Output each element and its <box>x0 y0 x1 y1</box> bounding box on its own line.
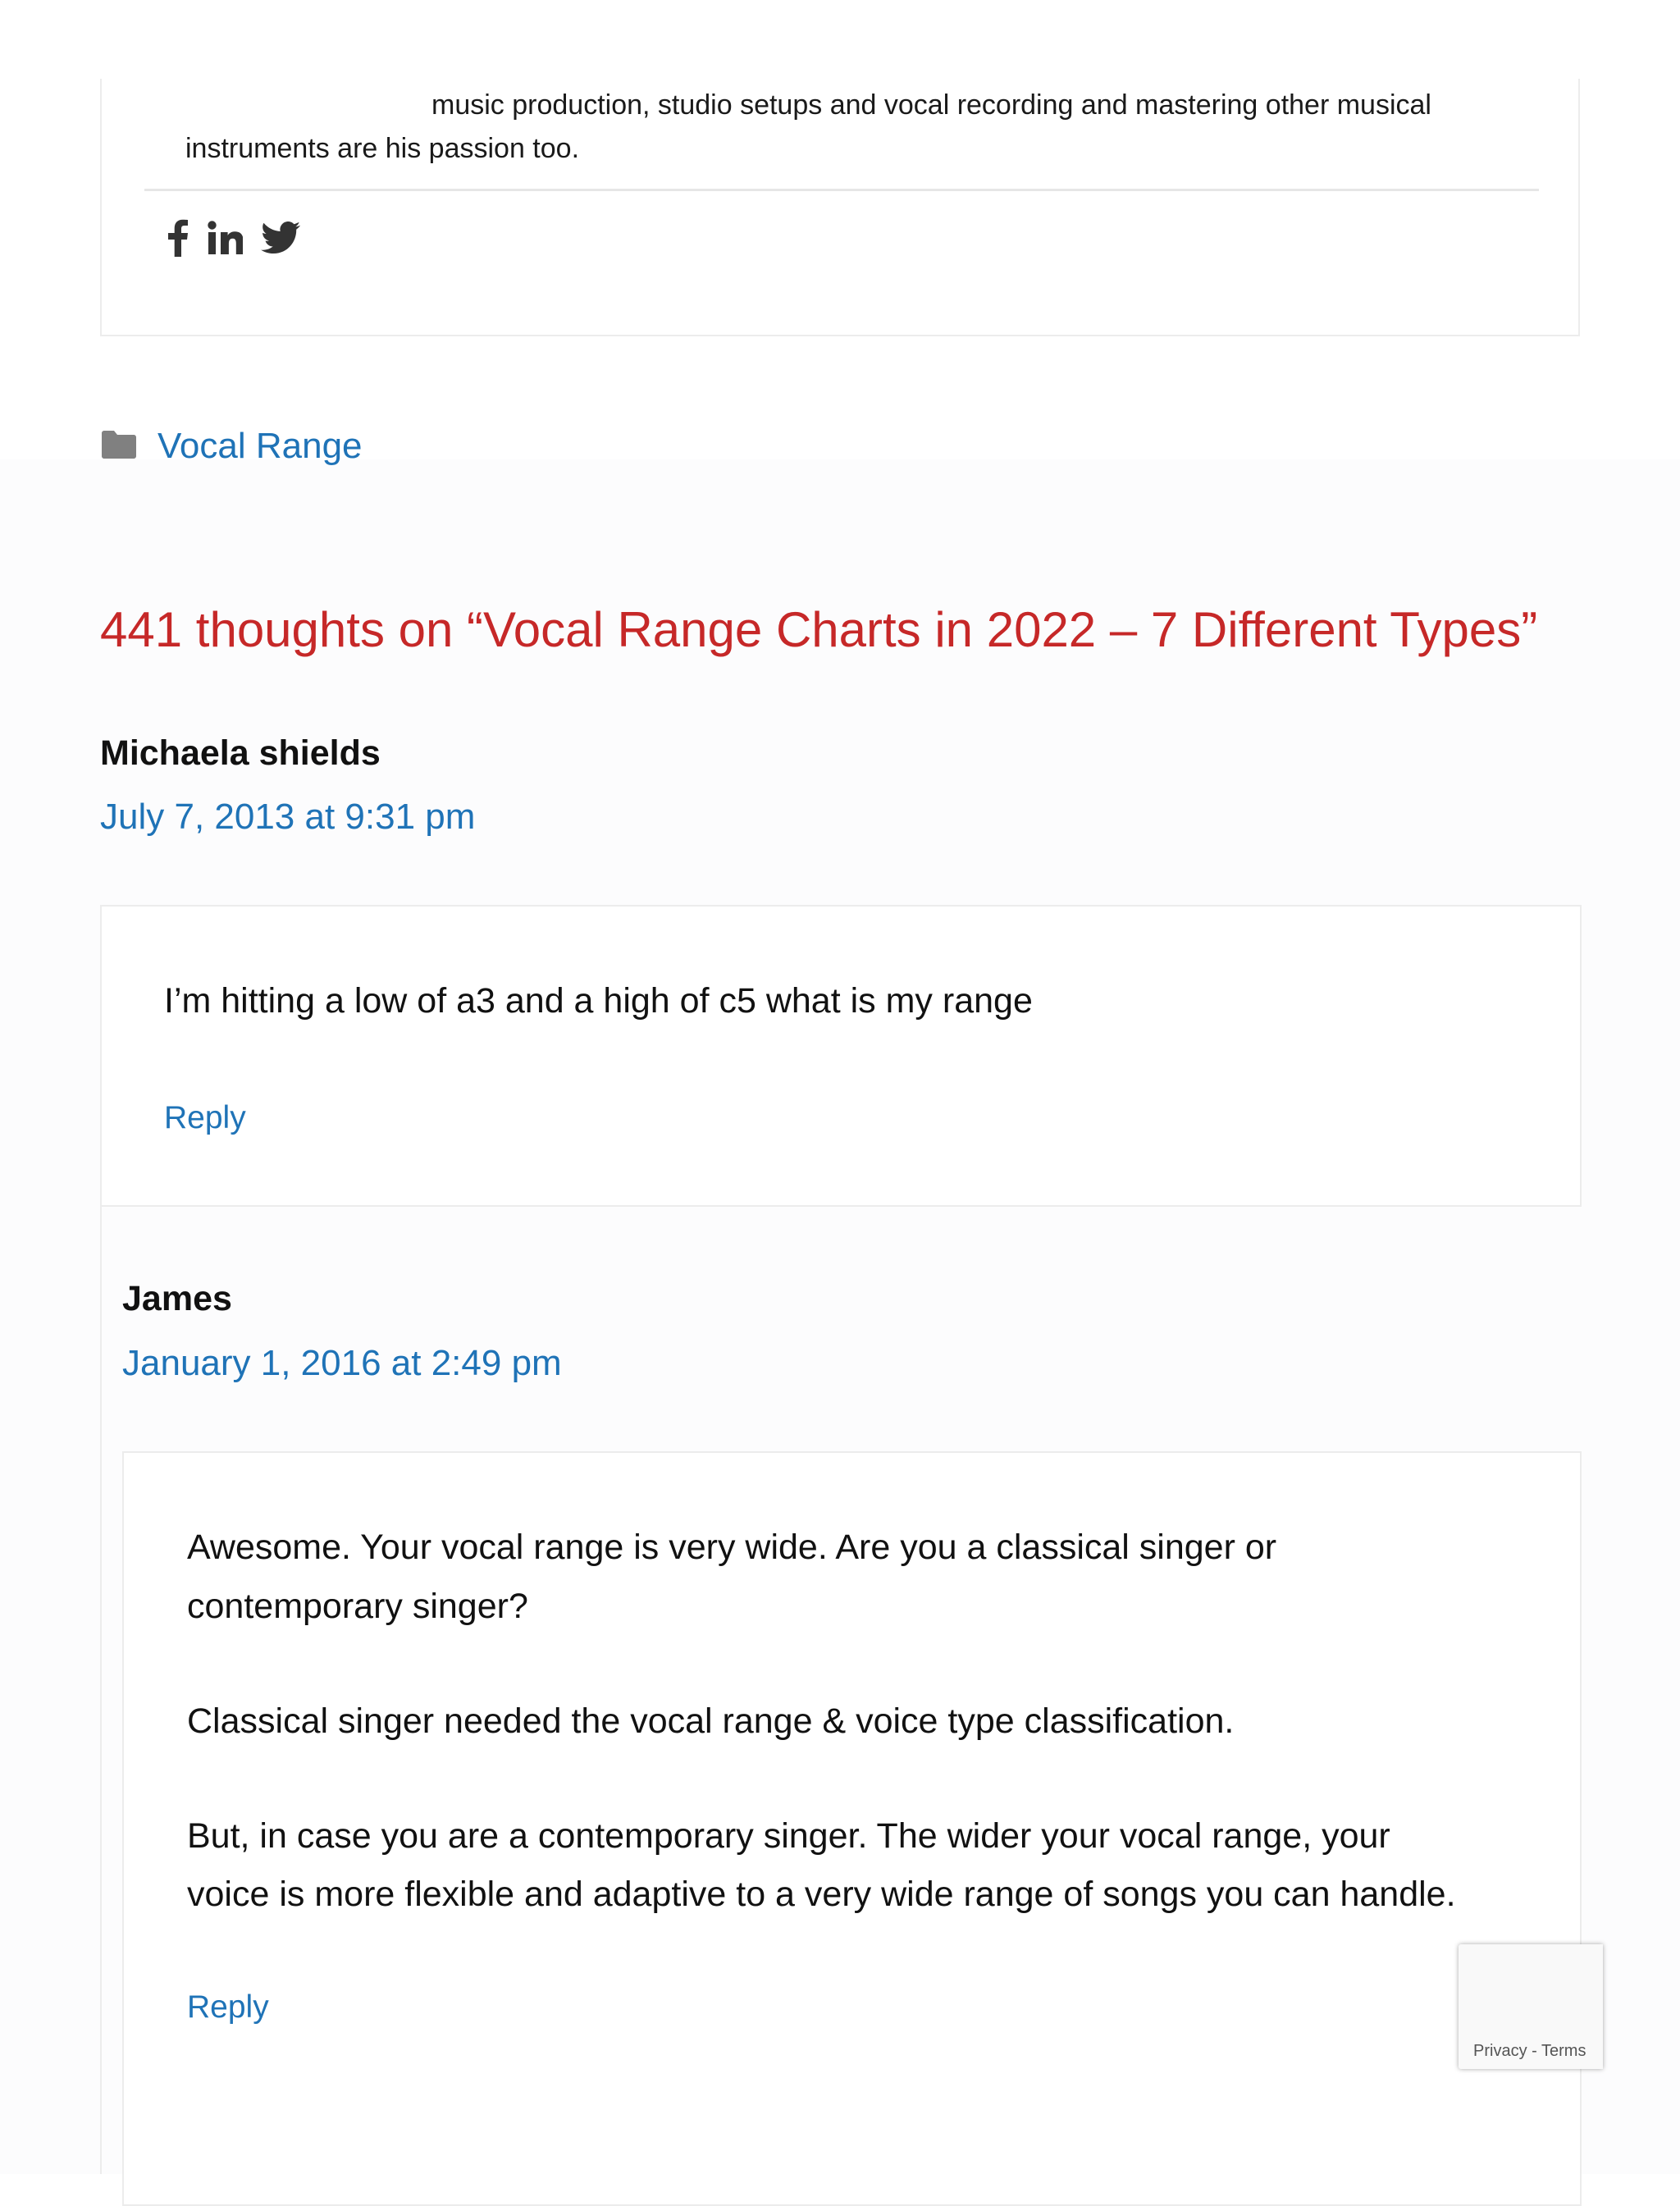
author-box <box>100 79 1580 336</box>
comment-date-link[interactable]: January 1, 2016 at 2:49 pm <box>122 1343 562 1383</box>
comment-text-line: Awesome. Your vocal range is very wide. Are you a classical singer or <box>187 1528 1277 1567</box>
author-divider <box>144 189 1539 191</box>
post-categories <box>100 420 363 473</box>
thread-line <box>100 1206 102 2174</box>
folder-icon <box>100 430 138 464</box>
linkedin-icon[interactable] <box>207 215 243 261</box>
reply-link[interactable]: Reply <box>187 1989 269 2025</box>
comment-text-line: contemporary singer? <box>187 1587 528 1626</box>
author-bio <box>185 84 1531 171</box>
comment-text-line: voice is more flexible and adaptive to a very wide range of songs you can handle. <box>187 1875 1456 1914</box>
facebook-icon[interactable] <box>167 215 189 261</box>
comment-text: I’m hitting a low of a3 and a high of c5 what is my range <box>164 981 1033 1021</box>
twitter-icon[interactable] <box>261 215 300 261</box>
comment-body <box>122 1451 1582 2206</box>
reply-link[interactable]: Reply <box>164 1100 246 1135</box>
author-bio-line-2: instruments are his passion too. <box>185 133 580 164</box>
recaptcha-links <box>1473 2042 1586 2061</box>
comment-date-link[interactable]: July 7, 2013 at 9:31 pm <box>100 797 476 837</box>
comment-author: James <box>122 1279 232 1318</box>
author-bio-line-1: music production, studio setups and vocal recording and mastering other musical <box>431 89 1431 121</box>
category-link-vocal-range[interactable]: Vocal Range <box>158 426 363 466</box>
author-social-links <box>167 215 300 261</box>
recaptcha-privacy-link[interactable]: Privacy <box>1473 2042 1527 2060</box>
comment-text-line: Classical singer needed the vocal range & voice type classification. <box>187 1701 1235 1741</box>
comment-author: Michaela shields <box>100 733 381 773</box>
recaptcha-terms-link[interactable]: Terms <box>1541 2042 1586 2060</box>
recaptcha-badge[interactable] <box>1459 1944 1603 2069</box>
recaptcha-separator: - <box>1532 2042 1537 2060</box>
comment-text-line: But, in case you are a contemporary singer. The wider your vocal range, your <box>187 1816 1390 1856</box>
comment-body <box>100 905 1582 1207</box>
comments-title: 441 thoughts on “Vocal Range Charts in 2022 – 7 Different Types” <box>100 602 1538 657</box>
